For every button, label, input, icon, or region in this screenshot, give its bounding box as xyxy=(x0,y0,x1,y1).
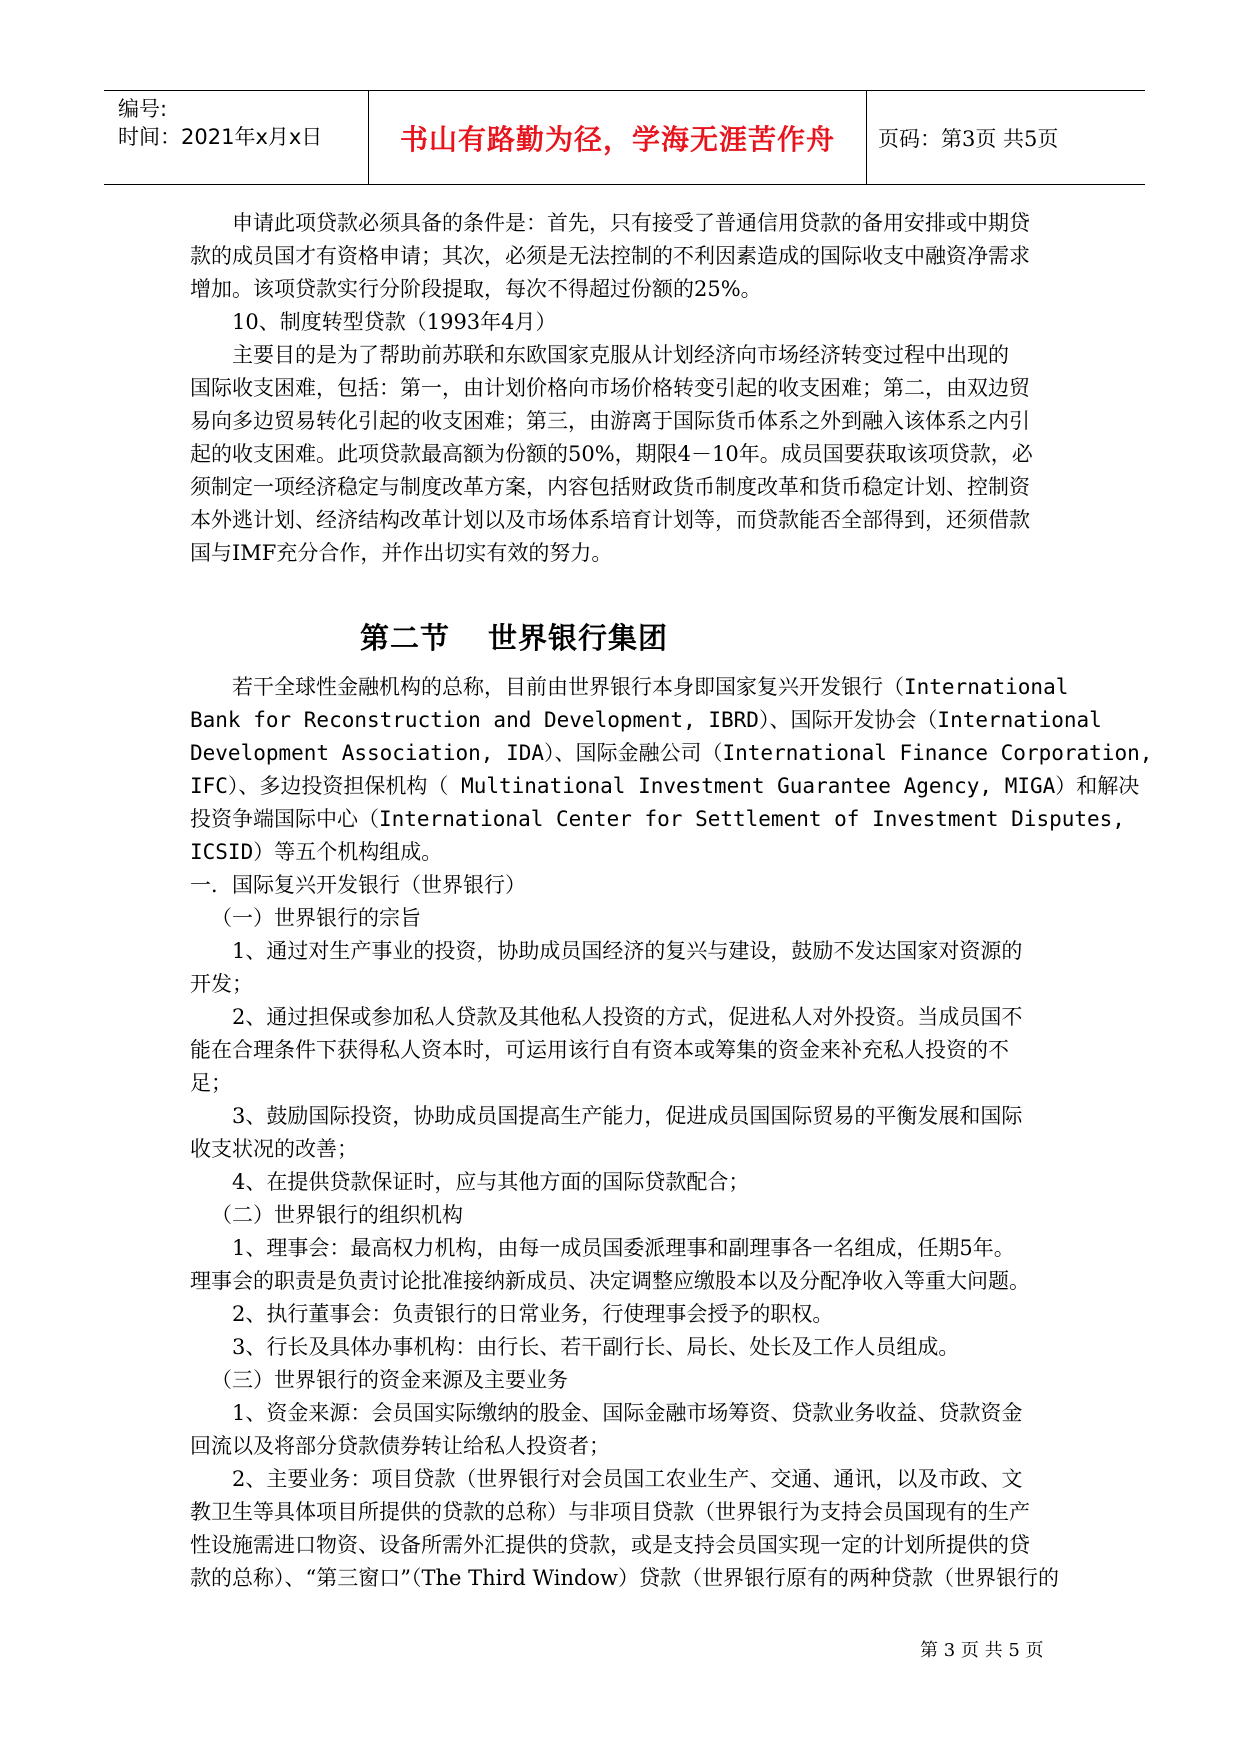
paragraph-executive-board: 2、执行董事会：负责银行的日常业务，行使理事会授予的职权。 xyxy=(232,1302,834,1326)
section-number: 第二节 xyxy=(360,621,451,655)
document-body xyxy=(190,207,1153,1595)
text-line: 2、主要业务：项目贷款（世界银行对会员国工农业生产、交通、通讯，以及市政、文 xyxy=(232,1467,1023,1491)
text-line: 须制定一项经济稳定与制度改革方案，内容包括财政货币制度改革和货币稳定计划、控制资 xyxy=(190,475,1030,499)
page-footer: 第 3 页 共 5 页 xyxy=(920,1640,1044,1661)
text-line: 增加。该项贷款实行分阶段提取，每次不得超过份额的25%。 xyxy=(190,277,762,301)
text-line: 1、理事会：最高权力机构，由每一成员国委派理事和副理事各一名组成，任期5年。 xyxy=(232,1236,1015,1260)
header-right-cell xyxy=(866,91,1145,184)
subheading-funding: （三）世界银行的资金来源及主要业务 xyxy=(211,1368,568,1392)
text-line: 起的收支困难。此项贷款最高额为份额的50%，期限4－10年。成员国要获取该项贷款，必 xyxy=(190,442,1033,466)
text-line: 款的成员国才有资格申请；其次，必须是无法控制的不利因素造成的国际收支中融资净需求 xyxy=(190,244,1030,268)
text-line: Development Association, IDA）、国际金融公司（International Finance Corporation, xyxy=(190,741,1153,765)
text-line: 足； xyxy=(190,1071,232,1095)
header-page-code: 页码：第3页 共5页 xyxy=(878,127,1059,151)
paragraph-funding-sources xyxy=(190,1397,1060,1463)
paragraph-loan-conditions xyxy=(190,207,1060,306)
paragraph-president: 3、行长及具体办事机构：由行长、若干副行长、局长、处长及工作人员组成。 xyxy=(232,1335,960,1359)
text-line: 国际收支困难，包括：第一，由计划价格向市场价格转变引起的收支困难；第二，由双边贸 xyxy=(190,376,1030,400)
text-line: IFC）、多边投资担保机构（ Multinational Investment Guarantee Agency, MIGA）和解决 xyxy=(190,774,1140,798)
item-heading-transition-loan: 10、制度转型贷款（1993年4月） xyxy=(232,310,557,334)
text-line: 申请此项贷款必须具备的条件是：首先，只有接受了普通信用贷款的备用安排或中期贷 xyxy=(232,211,1030,235)
page-header xyxy=(104,90,1145,185)
text-line: 若干全球性金融机构的总称，目前由世界银行本身即国家复兴开发银行（International xyxy=(232,675,1069,699)
section-heading xyxy=(360,616,1060,657)
text-line: ICSID）等五个机构组成。 xyxy=(190,840,443,864)
paragraph-world-bank-group xyxy=(190,671,1153,869)
text-line: 理事会的职责是负责讨论批准接纳新成员、决定调整应缴股本以及分配净收入等重大问题。 xyxy=(190,1269,1030,1293)
text-line: Bank for Reconstruction and Development, IBRD）、国际开发协会（International xyxy=(190,708,1102,732)
text-line: 教卫生等具体项目所提供的贷款的总称）与非项目贷款（世界银行为支持会员国现有的生产 xyxy=(190,1500,1030,1524)
paragraph-purpose-4: 4、在提供贷款保证时，应与其他方面的国际贷款配合； xyxy=(232,1170,750,1194)
paragraph-purpose-3 xyxy=(190,1100,1060,1166)
text-line: 性设施需进口物资、设备所需外汇提供的贷款，或是支持会员国实现一定的计划所提供的贷 xyxy=(190,1533,1030,1557)
text-line: 1、资金来源：会员国实际缴纳的股金、国际金融市场筹资、贷款业务收益、贷款资金 xyxy=(232,1401,1023,1425)
text-line: 国与IMF充分合作，并作出切实有效的努力。 xyxy=(190,541,613,565)
text-line: 2、通过担保或参加私人贷款及其他私人投资的方式，促进私人对外投资。当成员国不 xyxy=(232,1005,1023,1029)
document-time: 时间：2021年x月x日 xyxy=(118,125,323,149)
text-line: 款的总称）、“第三窗口”（The Third Window）贷款（世界银行原有的两种贷款（世界银行的 xyxy=(190,1566,1060,1590)
paragraph-transition-purpose xyxy=(190,339,1060,570)
text-line: 主要目的是为了帮助前苏联和东欧国家克服从计划经济向市场经济转变过程中出现的 xyxy=(232,343,1009,367)
text-line: 回流以及将部分贷款债券转让给私人投资者； xyxy=(190,1434,610,1458)
text-line: 3、鼓励国际投资，协助成员国提高生产能力，促进成员国国际贸易的平衡发展和国际 xyxy=(232,1104,1023,1128)
text-line: 能在合理条件下获得私人资本时，可运用该行自有资本或筹集的资金来补充私人投资的不 xyxy=(190,1038,1009,1062)
text-line: 投资争端国际中心（International Center for Settlement of Investment Disputes, xyxy=(190,807,1125,831)
paragraph-board-of-governors xyxy=(190,1232,1060,1298)
text-line: 收支状况的改善； xyxy=(190,1137,358,1161)
text-line: 开发； xyxy=(190,972,253,996)
paragraph-purpose-2 xyxy=(190,1001,1060,1100)
text-line: 易向多边贸易转化引起的收支困难；第三，由游离于国际货币体系之外到融入该体系之内引 xyxy=(190,409,1030,433)
text-line: 1、通过对生产事业的投资，协助成员国经济的复兴与建设，鼓励不发达国家对资源的 xyxy=(232,939,1023,963)
text-line: 本外逃计划、经济结构改革计划以及市场体系培育计划等，而贷款能否全部得到，还须借款 xyxy=(190,508,1030,532)
subheading-purpose: （一）世界银行的宗旨 xyxy=(211,906,421,930)
subheading-ibrd: 一．国际复兴开发银行（世界银行） xyxy=(190,873,526,897)
paragraph-main-business xyxy=(190,1463,1060,1595)
header-middle-cell xyxy=(368,91,867,184)
section-title: 世界银行集团 xyxy=(488,621,669,655)
header-motto: 书山有路勤为径，学海无涯苦作舟 xyxy=(399,123,835,156)
subheading-organization: （二）世界银行的组织机构 xyxy=(211,1203,463,1227)
document-number-label: 编号: xyxy=(118,97,168,121)
paragraph-purpose-1 xyxy=(190,935,1060,1001)
header-left-cell xyxy=(104,91,368,184)
